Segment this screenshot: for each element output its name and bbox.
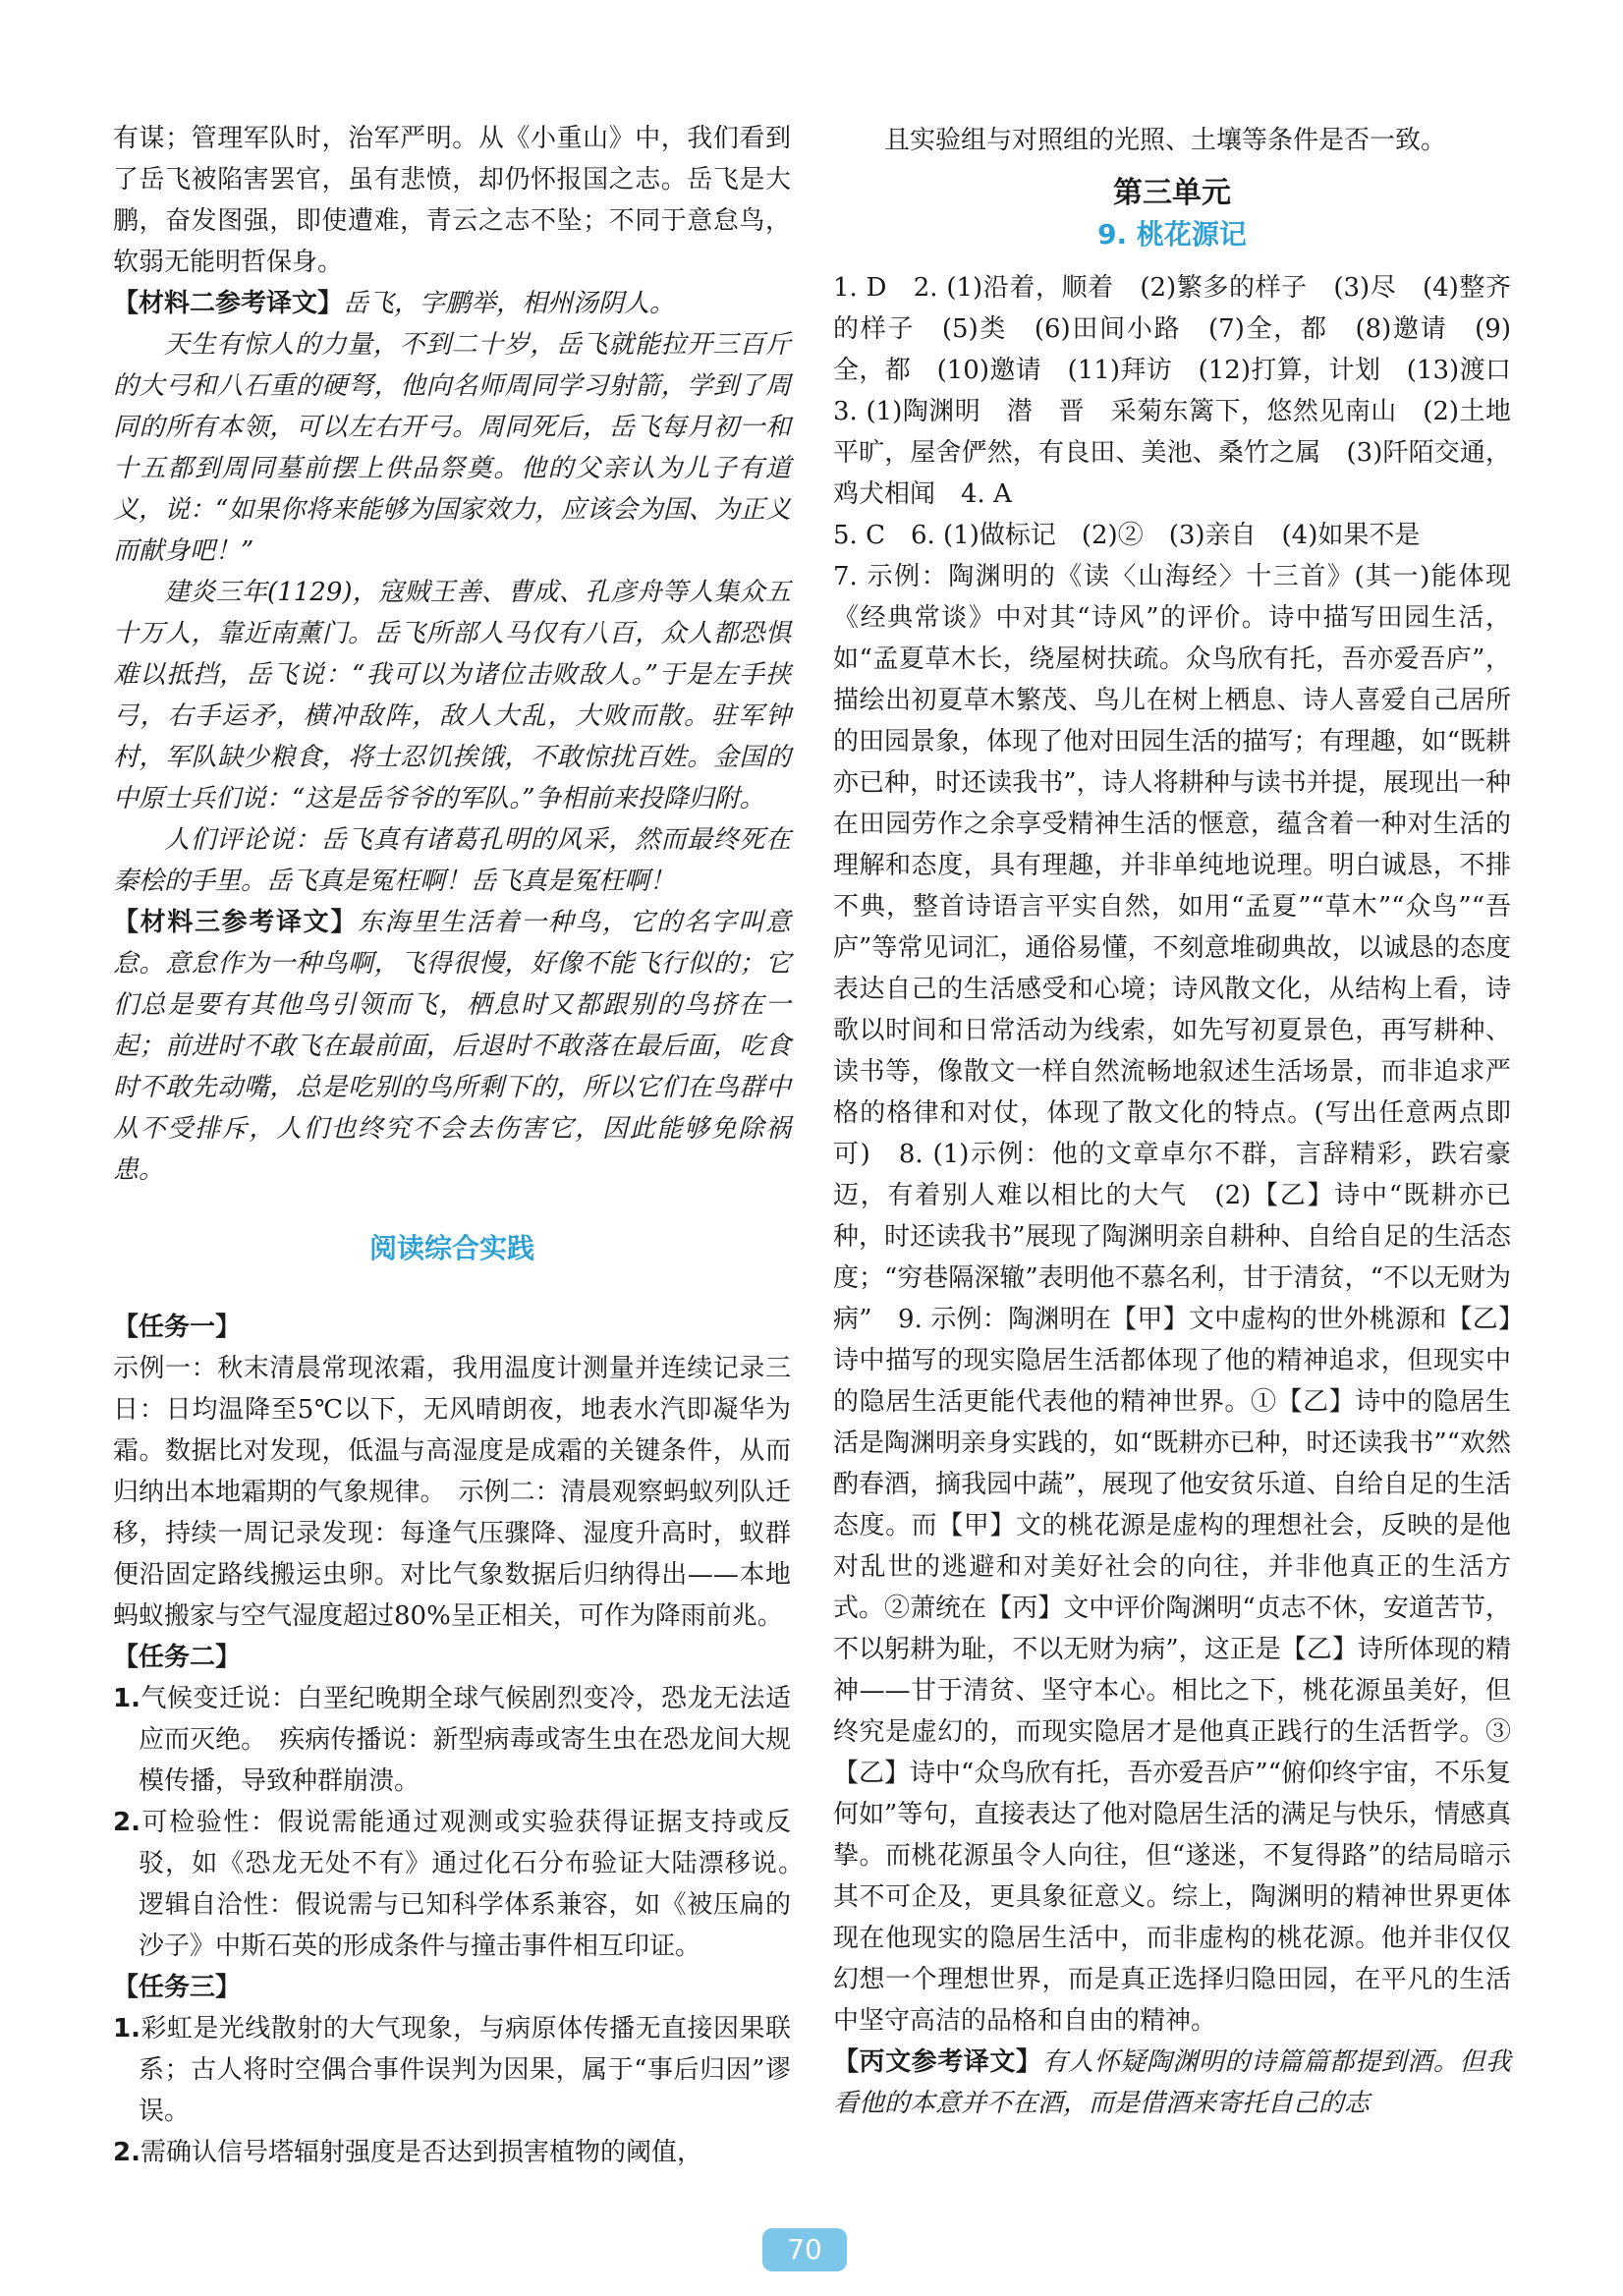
material-bing-paragraph — [833, 2042, 1511, 2124]
item-text: 彩虹是光线散射的大气现象，与病原体传播无直接因果联系；古人将时空偶合事件误判为因果，属于“事后归因”谬误。 — [139, 2014, 791, 2126]
material-bing-text: 有人怀疑陶渊明的诗篇篇都提到酒。但我看他的本意并不在酒，而是借酒来寄托自己的志 — [833, 2047, 1511, 2118]
material-two-heading — [113, 283, 791, 324]
material-two-tag: 【材料二参考译文】 — [113, 289, 344, 318]
page-number: 70 — [762, 2228, 847, 2271]
material-two-paragraph-3: 人们评论说：岳飞真有诸葛孔明的风采，然而最终死在秦桧的手里。岳飞真是冤枉啊！岳飞真是冤枉啊！ — [113, 825, 791, 896]
answers-7-to-9: 7. 示例：陶渊明的《读〈山海经〉十三首》(其一)能体现《经典常谈》中对其“诗风”的评价。诗中描写田园生活，如“孟夏草木长，绕屋树扶疏。众鸟欣有托，吾亦爱吾庐”，描绘出初夏草木繁茂、鸟儿在树上栖息、诗人喜爱自己居所的田园景象，体现了他对田园生活的描写；有理趣，如“既耕亦已种，时还读我书”，诗人将耕种与读书并提，展现出一种在田园劳作之余享受精神生活的惬意，蕴含着一种对生活的理解和态度，具有理趣，并非单纯地说理。明白诚恳，不排不典，整首诗语言平实自然，如用“孟夏”“草木”“众鸟”“吾庐”等常见词汇，通俗易懂，不刻意堆砌典故，以诚恳的态度表达自己的生活感受和心境；诗风散文化，从结构上看，诗歌以时间和日常活动为线索，如先写初夏景色，再写耕种、读书等，像散文一样自然流畅地叙述生活场景，而非追求严格的格律和对仗，体现了散文化的特点。(写出任意两点即可) 8. (1)示例：他的文章卓尔不群，言辞精彩，跌宕豪迈，有着别人难以相比的大气 (2)【乙】诗中“既耕亦已种，时还读我书”展现了陶渊明亲自耕种、自给自足的生活态度；“穷巷隔深辙”表明他不慕名利，甘于清贫，“不以无财为病” 9. 示例：陶渊明在【甲】文中虚构的世外桃源和【乙】诗中描写的现实隐居生活都体现了他的精神追求，但现实中的隐居生活更能代表他的精神世界。①【乙】诗中的隐居生活是陶渊明亲身实践的，如“既耕亦已种，时还读我书”“欢然酌春酒，摘我园中蔬”，展现了他安贫乐道、自给自足的生活态度。而【甲】文的桃花源是虚构的理想社会，反映的是他对乱世的逃避和对美好社会的向往，并非他真正的生活方式。②萧统在【丙】文中评价陶渊明“贞志不休，安道苦节，不以躬耕为耻，不以无财为病”，这正是【乙】诗所体现的精神——甘于清贫、坚守本心。相比之下，桃花源虽美好，但终究是虚幻的，而现实隐居才是他真正践行的生活哲学。③【乙】诗中“众鸟欣有托，吾亦爱吾庐”“俯仰终宇宙，不乐复何如”等句，直接表达了他对隐居生活的满足与快乐，情感真挚。而桃花源虽令人向往，但“遂迷，不复得路”的结局暗示其不可企及，更具象征意义。综上，陶渊明的精神世界更体现在他现实的隐居生活中，而非虚构的桃花源。他并非仅仅幻想一个理想世界，而是真正选择归隐田园，在平凡的生活中坚守高洁的品格和自由的精神。 — [833, 562, 1511, 2036]
intro-paragraph: 有谋；管理军队时，治军严明。从《小重山》中，我们看到了岳飞被陷害罢官，虽有悲愤，却仍怀报国之志。岳飞是大鹏，奋发图强，即使遭难，青云之志不坠；不同于意怠鸟，软弱无能明哲保身。 — [113, 124, 791, 277]
section-title: 阅读综合实践 — [368, 1232, 534, 1264]
item-number: 1. — [113, 1684, 140, 1713]
item-text: 气候变迁说：白垩纪晚期全球气候剧烈变冷，恐龙无法适应而灭绝。 疾病传播说：新型病毒或寄生虫在恐龙间大规模传播，导致种群崩溃。 — [139, 1684, 791, 1796]
material-two-paragraph-2: 建炎三年(1129)，寇贼王善、曹成、孔彦舟等人集众五十万人，靠近南薰门。岳飞所部人马仅有八百，众人都恐惧难以抵挡，岳飞说：“我可以为诸位击败敌人。”于是左手挟弓，右手运矛，横冲敌阵，敌人大乱，大败而散。驻军钟村，军队缺少粮食，将士忍饥挨饿，不敢惊扰百姓。金国的中原士兵们说：“这是岳爷爷的军队。”争相前来投降归附。 — [113, 578, 791, 813]
task-two-heading: 【任务二】 — [113, 1643, 242, 1672]
material-bing-tag: 【丙文参考译文】 — [833, 2047, 1042, 2077]
task-three-heading: 【任务三】 — [113, 1973, 242, 2002]
task-three-item — [113, 2008, 791, 2132]
unit-title: 第三单元 — [1113, 176, 1231, 210]
lesson-title: 9. 桃花源记 — [1097, 218, 1247, 251]
task-one-text: 示例一：秋末清晨常现浓霜，我用温度计测量并连续记录三日：日均温降至5℃以下，无风晴朗夜，地表水汽即凝华为霜。数据比对发现，低温与高湿度是成霜的关键条件，从而归纳出本地霜期的气象规律。 示例二：清晨观察蚂蚁列队迁移，持续一周记录发现：每逢气压骤降、湿度升高时，蚁群便沿固定路线搬运虫卵。对比气象数据后归纳得出——本地蚂蚁搬家与空气湿度超过80%呈正相关，可作为降雨前兆。 — [113, 1354, 791, 1631]
item-number: 2. — [113, 1808, 140, 1837]
task-three-item — [113, 2132, 791, 2173]
material-three-tag: 【材料三参考译文】 — [113, 908, 358, 937]
material-two-first-line: 岳飞，字鹏举，相州汤阴人。 — [343, 289, 676, 318]
answers-5-to-6: 5. C 6. (1)做标记 (2)② (3)亲自 (4)如果不是 — [833, 521, 1421, 550]
task-two-item — [113, 1802, 817, 1967]
item-text: 可检验性：假说需能通过观测或实验获得证据支持或反驳，如《恐龙无处不有》通过化石分布验证大陆漂移说。 逻辑自洽性：假说需与已知科学体系兼容，如《被压扁的沙子》中斯石英的形成条件与撞击事件相互印证。 — [139, 1808, 817, 1961]
material-two-paragraph-1: 天生有惊人的力量，不到二十岁，岳飞就能拉开三百斤的大弓和八石重的硬弩，他向名师周同学习射箭，学到了周同的所有本领，可以左右开弓。周同死后，岳飞每月初一和十五都到周同墓前摆上供品祭奠。他的父亲认为儿子有道义，说：“如果你将来能够为国家效力，应该会为国、为正义而献身吧！” — [113, 330, 791, 566]
material-three-paragraph — [113, 902, 791, 1191]
continued-line: 且实验组与对照组的光照、土壤等条件是否一致。 — [884, 126, 1447, 155]
task-two-item — [113, 1678, 791, 1802]
right-column — [833, 120, 1538, 2124]
task-one-heading: 【任务一】 — [113, 1313, 242, 1342]
material-three-text: 东海里生活着一种鸟，它的名字叫意怠。意怠作为一种鸟啊，飞得很慢，好像不能飞行似的；它们总是要有其他鸟引领而飞，栖息时又都跟别的鸟挤在一起；前进时不敢飞在最前面，后退时不敢落在最后面，吃食时不敢先动嘴，总是吃别的鸟所剩下的，所以它们在鸟群中从不受排斥，人们也终究不会去伤害它，因此能够免除祸患。 — [113, 908, 791, 1185]
left-column — [113, 118, 817, 2173]
item-number: 2. — [113, 2138, 140, 2167]
item-number: 1. — [113, 2014, 140, 2044]
answers-1-to-4: 1. D 2. (1)沿着，顺着 (2)繁多的样子 (3)尽 (4)整齐的样子 (5)类 (6)田间小路 (7)全，都 (8)邀请 (9)全，都 (10)邀请 (11)拜访 (12)打算，计划 (13)渡口 3. (1)陶渊明 潜 晋 采菊东篱下，悠然见南山 (2)土地平旷，屋舍俨然，有良田、美池、桑竹之属 (3)阡陌交通，鸡犬相闻 4. A — [833, 273, 1538, 509]
item-text: 需确认信号塔辐射强度是否达到损害植物的阈值， — [140, 2138, 702, 2167]
